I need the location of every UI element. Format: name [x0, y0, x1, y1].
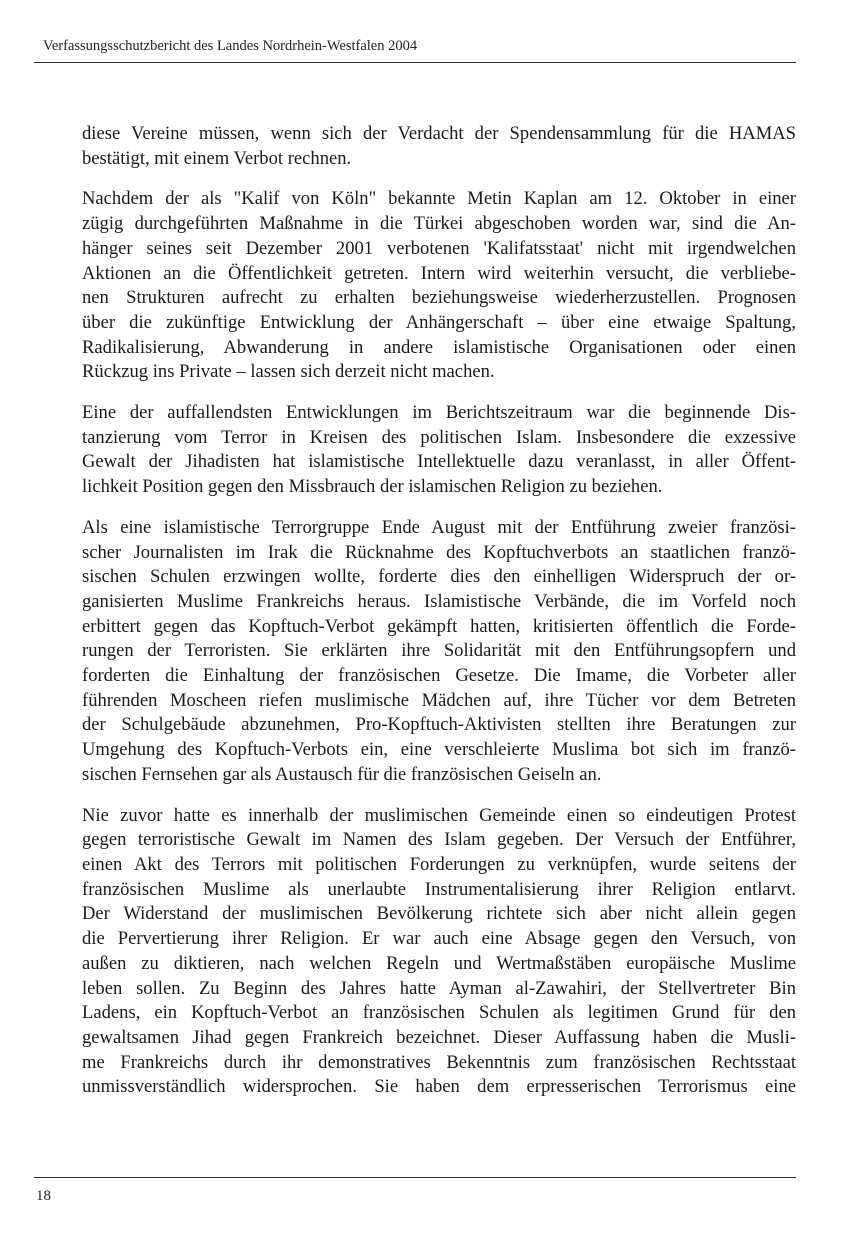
text-line: zügig durchgeführten Maßnahme in die Türkei abgeschoben worden war, sind die An- [82, 213, 796, 235]
text-line: der Schulgebäude abzunehmen, Pro-Kopftuch-Aktivisten stellten ihre Beratungen zur [82, 714, 796, 736]
text-line: leben sollen. Zu Beginn des Jahres hatte Ayman al-Zawahiri, der Stellvertreter Bin [82, 977, 796, 999]
text-line: rungen der Terroristen. Sie erklärten ihre Solidarität mit den Entführungsopfern und [82, 640, 796, 662]
text-line: über die zukünftige Entwicklung der Anhängerschaft – über eine etwaige Spaltung, [82, 311, 796, 333]
text-line: hänger seines seit Dezember 2001 verbotenen 'Kalifatsstaat' nicht mit irgendwelchen [82, 237, 796, 259]
footer-rule [34, 1177, 796, 1178]
paragraph-4 [82, 516, 796, 788]
text-line: bestätigt, mit einem Verbot rechnen. [82, 147, 352, 169]
page-number: 18 [36, 1188, 51, 1204]
text-line: diese Vereine müssen, wenn sich der Verdacht der Spendensammlung für die HAMAS [82, 123, 796, 144]
text-line: Aktionen an die Öffentlichkeit getreten. Intern wird weiterhin versucht, die verbliebe- [82, 262, 796, 284]
text-line: sischen Fernsehen gar als Austausch für die französischen Geiseln an. [82, 763, 602, 785]
text-line: führenden Moscheen riefen muslimische Mädchen auf, ihre Tücher vor dem Betreten [82, 689, 796, 711]
text-line: Eine der auffallendsten Entwicklungen im Berichtszeitraum war die beginnende Dis- [82, 402, 796, 424]
text-line: die Pervertierung ihrer Religion. Er war auch eine Absage gegen den Versuch, von [82, 928, 796, 950]
text-line: tanzierung vom Terror in Kreisen des politischen Islam. Insbesondere die exzessive [82, 426, 796, 448]
paragraph-2 [82, 187, 796, 385]
text-line: unmissverständlich widersprochen. Sie haben dem erpresserischen Terrorismus eine [82, 1076, 796, 1098]
text-line: Rückzug ins Private – lassen sich derzeit nicht machen. [82, 361, 495, 383]
text-line: Nie zuvor hatte es innerhalb der muslimischen Gemeinde einen so eindeutigen Protest [82, 804, 796, 826]
text-line: me Frankreichs durch ihr demonstratives Bekenntnis zum französischen Rechtsstaat [82, 1051, 796, 1073]
text-line: nen Strukturen aufrecht zu erhalten beziehungsweise wiederherzustellen. Prognosen [82, 287, 796, 309]
text-line: forderten die Einhaltung der französischen Gesetze. Die Imame, die Vorbeter aller [82, 665, 796, 687]
text-line: einen Akt des Terrors mit politischen Forderungen zu verknüpfen, wurde seitens der [82, 853, 796, 875]
text-line: Als eine islamistische Terrorgruppe Ende August mit der Entführung zweier französi- [82, 516, 796, 538]
text-line: scher Journalisten im Irak die Rücknahme des Kopftuchverbots an staatlichen franzö- [82, 541, 796, 563]
text-line: Der Widerstand der muslimischen Bevölkerung richtete sich aber nicht allein gegen [82, 903, 796, 925]
text-line: Umgehung des Kopftuch-Verbots ein, eine verschleierte Muslima bot sich im franzö- [82, 739, 796, 761]
text-line: erbittert gegen das Kopftuch-Verbot gekämpft hatten, kritisierten öffentlich die Forde- [82, 615, 796, 637]
text-line: gewaltsamen Jihad gegen Frankreich bezeichnet. Dieser Auffassung haben die Musli- [82, 1026, 796, 1048]
header-rule [34, 62, 796, 63]
text-line: ganisierten Muslime Frankreichs heraus. Islamistische Verbände, die im Vorfeld noch [82, 590, 796, 612]
text-line: Nachdem der als "Kalif von Köln" bekannte Metin Kaplan am 12. Oktober in einer [82, 188, 796, 210]
text-line: Radikalisierung, Abwanderung in andere islamistische Organisationen oder einen [82, 336, 796, 358]
text-line: Gewalt der Jihadisten hat islamistische Intellektuelle dazu veranlasst, in aller Öffent- [82, 451, 796, 473]
text-line: Ladens, ein Kopftuch-Verbot an französischen Schulen als legitimen Grund für den [82, 1002, 796, 1024]
paragraph-3 [82, 401, 796, 500]
paragraph-5 [82, 804, 796, 1100]
text-line: lichkeit Position gegen den Missbrauch der islamischen Religion zu beziehen. [82, 476, 663, 498]
text-line: außen zu diktieren, nach welchen Regeln und Wertmaßstäben europäische Muslime [82, 952, 796, 974]
text-line: gegen terroristische Gewalt im Namen des Islam gegeben. Der Versuch der Entführer, [82, 829, 796, 851]
running-header-title: Verfassungsschutzbericht des Landes Nordrhein-Westfalen 2004 [43, 38, 418, 54]
body-text [82, 122, 796, 1116]
text-line: sischen Schulen erzwingen wollte, forderte dies den einhelligen Widerspruch der or- [82, 566, 796, 588]
paragraph-1 [82, 122, 796, 171]
text-line: französischen Muslime als unerlaubte Instrumentalisierung ihrer Religion entlarvt. [82, 878, 796, 900]
